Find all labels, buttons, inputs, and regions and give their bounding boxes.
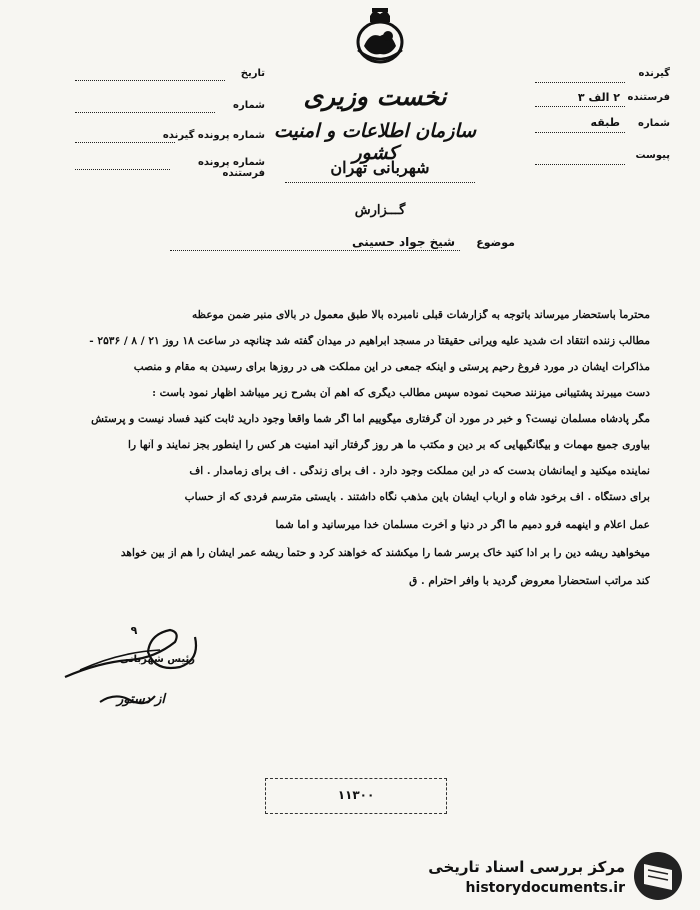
body-line-8: برای دستگاه . اف برخود شاه و ارباب ایشان باین مذهب نگاه داشتند . بایستی مترسم فردی که از حساب: [184, 491, 650, 503]
sender-label: فرستنده: [627, 92, 670, 103]
registration-stamp: [265, 778, 447, 814]
body-line-4: دست میبرند پشتیبانی میزنند صحبت نموده سپس مطالب دیگری که اهم آن بشرح زیر میباشد اظهار نمود باست :: [152, 387, 650, 399]
department-name: شهربانی تهران: [330, 158, 430, 177]
organization-name: سازمان اطلاعات و امنیت کشور: [273, 120, 477, 164]
subject-value: شیخ جواد حسینی: [352, 235, 455, 249]
crown-emblem-icon: [350, 6, 410, 68]
attachment-label: پیوست: [635, 150, 670, 161]
date-label: تاریخ: [240, 68, 265, 79]
body-line-1: محترماً باستحضار میرساند باتوجه به گزارشات قبلی نامبرده بالا طبق معمول در بالای منبر ضمن موعظه: [191, 309, 650, 321]
receiver-file-label: شماره پرونده گیرنده: [162, 130, 265, 141]
bottom-handwritten-note: از دستور: [116, 692, 165, 707]
number-label: شماره: [233, 100, 265, 111]
sender-file-line: [75, 169, 170, 170]
recipient-line: [535, 82, 625, 83]
archive-logo-icon: [630, 850, 686, 902]
body-line-11: کند مراتب استحضاراً معروض گردید با وافر احترام . ق: [409, 575, 650, 587]
sender-line: [535, 106, 625, 107]
sender-value: ۲ الف ۳: [577, 91, 620, 104]
recipient-label: گیرنده: [638, 68, 670, 79]
attachment-line: [535, 164, 625, 165]
sender-file-label: شماره پرونده فرستنده: [197, 157, 265, 179]
body-line-3: مذاکرات ایشان در مورد فروغ رحیم پرستی و اینکه جمعی در این مملکت هی در روزها برای رسیدن به مقام و منصب: [133, 361, 650, 373]
watermark-url: historydocuments.ir: [465, 880, 625, 896]
body-line-5: مگر پادشاه مسلمان نیست؟ و خبر در مورد آن گرفتاری میگوییم اما اگر شما واقعاً وجود دارید ثابت کنید فساد نیست و پرستش: [91, 413, 650, 425]
body-line-7: نماینده میکنید و ایمانشان بدست که در این مملکت وجود دارد . اف برای زندگی . اف برای زمامدار . اف: [189, 465, 650, 477]
ref-number-label: شماره: [638, 118, 670, 129]
body-line-6: بیاوری جمیع مهمات و بیگانگیهایی که بر دین و مکتب ما هر روز گرفتار آنید امنیت هر کس را اینطور بجز نمایند و آنها را: [128, 439, 650, 451]
stamp-text: ۱۱۳۰۰: [337, 788, 375, 802]
ref-number-value: طبقه: [590, 116, 620, 129]
department-underline: [285, 182, 475, 183]
subject-label: موضوع: [476, 236, 515, 249]
document-type: گـــزارش: [354, 203, 406, 218]
number-line: [75, 112, 215, 113]
body-line-10: میخواهید ریشه دین را بر ادا کنید خاک برسر شما را میکشند که خواهند کرد و حتماً ریشه عمر ایشان را هم از بین خواهد: [120, 547, 650, 559]
office-title: نخست وزیری: [303, 82, 447, 111]
body-line-2: مطالب زننده انتقاد ات شدید علیه ویرانی حقیقتاً در مسجد ابراهیم در میدان گفته شد چنانچه در ساعت ۱۸ روز ۲۱ / ۸ / ۲۵۳۶ -: [89, 335, 650, 347]
date-line: [75, 80, 225, 81]
receiver-file-line: [75, 142, 175, 143]
body-line-9: عمل اعلام و اینهمه فرو دمیم ما اگر در دنیا و آخرت مسلمان خدا میرسانید و اما شما: [275, 519, 650, 531]
subject-line: [170, 250, 460, 251]
signature-note: رئیس شهربانی: [119, 654, 195, 665]
signature-number: ۹: [130, 624, 138, 637]
watermark-title: مرکز بررسی اسناد تاریخی: [428, 858, 625, 876]
ref-number-line: [535, 132, 625, 133]
